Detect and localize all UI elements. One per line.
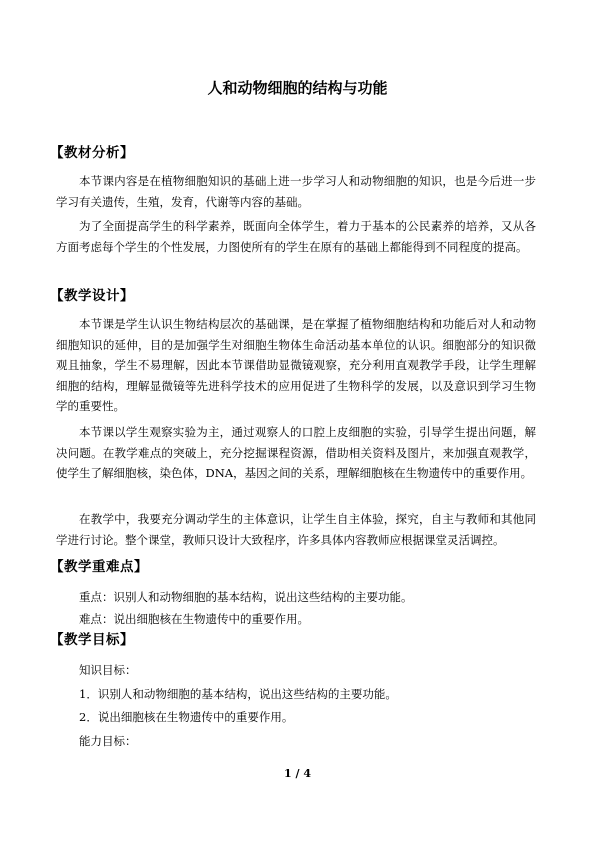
- ability-goals-label: 能力目标：: [79, 734, 137, 748]
- goal-item-2: 2．说出细胞核在生物遗传中的重要作用。: [79, 710, 294, 724]
- goal-item-1: 1．识别人和动物细胞的基本结构，说出这些结构的主要功能。: [79, 687, 397, 701]
- section-heading-analysis: 【教材分析】: [50, 145, 134, 161]
- difficult-point-text: 难点：说出细胞核在生物遗传中的重要作用。: [79, 612, 309, 626]
- page-number: 1 / 4: [284, 767, 311, 780]
- analysis-paragraph-1: 本节课内容是在植物细胞知识的基础上进一步学习人和动物细胞的知识，也是今后进一步学习有关遗传，生殖，发育，代谢等内容的基础。: [56, 174, 536, 209]
- section-heading-keypoints: 【教学重难点】: [50, 559, 148, 575]
- page-title: 人和动物细胞的结构与功能: [207, 79, 388, 97]
- knowledge-goals-label: 知识目标：: [79, 663, 137, 677]
- section-heading-design: 【教学设计】: [50, 288, 134, 304]
- key-point-text: 重点：识别人和动物细胞的基本结构，说出这些结构的主要功能。: [79, 590, 413, 604]
- section-heading-goals: 【教学目标】: [50, 632, 134, 648]
- design-paragraph-2: 本节课以学生观察实验为主，通过观察人的口腔上皮细胞的实验，引导学生提出问题，解决问题。在教学难点的突破上，充分挖掘课程资源，借助相关资料及图片，来加强直观教学，使学生了解细胞核，染色体，DNA，基因之间的关系，理解细胞核在生物遗传中的重要作用。: [56, 425, 536, 480]
- design-paragraph-3: 在教学中，我要充分调动学生的主体意识，让学生自主体验，探究，自主与教师和其他同学进行讨论。整个课堂，教师只设计大致程序，许多具体内容教师应根据课堂灵活调控。: [56, 512, 536, 547]
- design-paragraph-1: 本节课是学生认识生物结构层次的基础课，是在掌握了植物细胞结构和功能后对人和动物细胞知识的延伸，目的是加强学生对细胞生物体生命活动基本单位的认识。细胞部分的知识微观且抽象，学生不易理解，因此本节课借助显微镜观察，充分利用直观教学手段，让学生理解细胞的结构，理解显微镜等先进科学技术的应用促进了生物科学的发展，以及意识到学习生物学的重要性。: [56, 317, 536, 413]
- analysis-paragraph-2: 为了全面提高学生的科学素养，既面向全体学生，着力于基本的公民素养的培养，又从各方面考虑每个学生的个性发展，力图使所有的学生在原有的基础上都能得到不同程度的提高。: [56, 219, 536, 254]
